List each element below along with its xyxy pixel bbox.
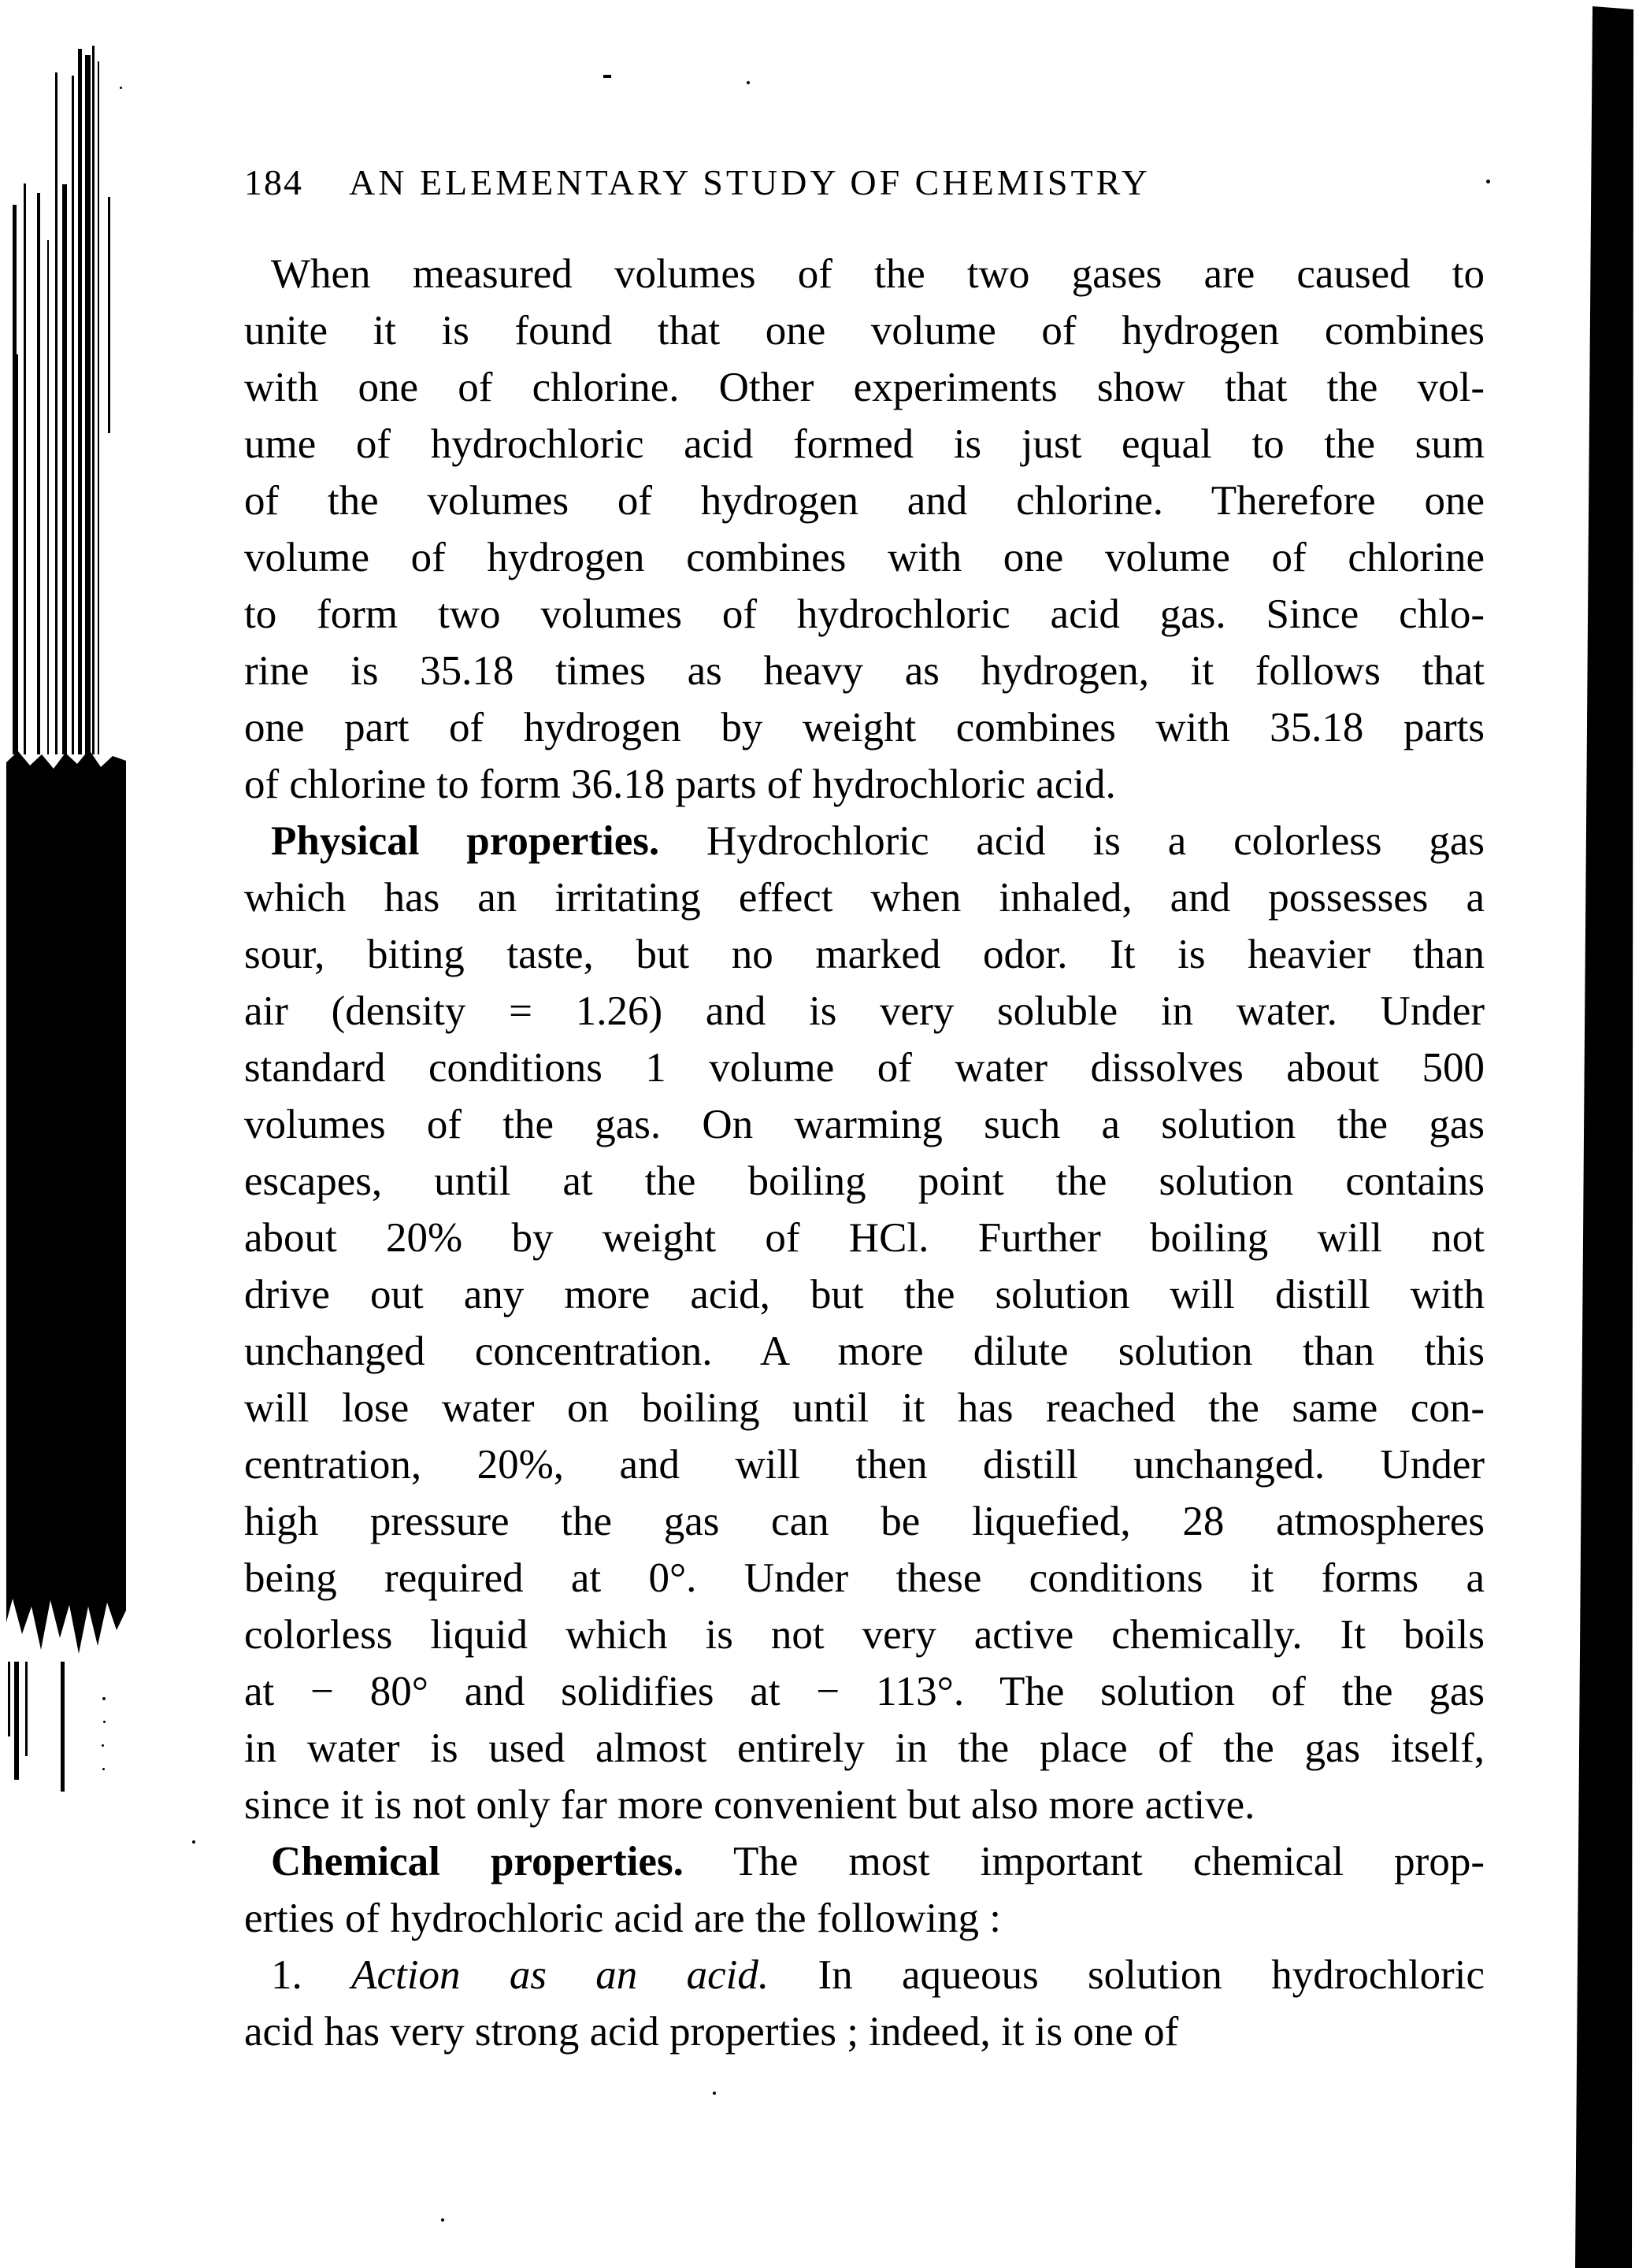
- text-segment: with one of chlorine. Other experiments show that the vol-: [244, 365, 1485, 410]
- text-segment: at − 80° and solidifies at − 113°. The solution of the gas: [244, 1669, 1485, 1714]
- text-line: [244, 302, 1485, 359]
- text-line: [244, 1493, 1485, 1550]
- text-line: [244, 1380, 1485, 1436]
- text-line: [244, 1720, 1485, 1777]
- text-segment: The most important chemical prop-: [683, 1839, 1485, 1884]
- text-line: [244, 1153, 1485, 1210]
- bold-lead-in: Physical properties.: [271, 818, 660, 864]
- text-line: [244, 1947, 1485, 2003]
- text-line: [244, 586, 1485, 643]
- scan-streak: [17, 354, 18, 754]
- scan-streak: [92, 46, 95, 754]
- text-line: [244, 813, 1485, 869]
- text-line: [244, 869, 1485, 926]
- paragraph-action-as-acid: [244, 1947, 1485, 2060]
- paragraph-chemical-properties: [244, 1833, 1485, 1947]
- scan-speck: [713, 2092, 716, 2095]
- scan-speck: [102, 1697, 106, 1700]
- text-line: [244, 2003, 1485, 2060]
- scan-speck: [192, 1840, 195, 1844]
- scan-streak: [47, 240, 49, 754]
- text-segment: of the volumes of hydrogen and chlorine. Therefore one: [244, 478, 1485, 524]
- scan-speck: [603, 75, 611, 78]
- text-line: [244, 529, 1485, 586]
- text-segment: of chlorine to form 36.18 parts of hydrochloric acid.: [244, 762, 1116, 807]
- text-line: [244, 1210, 1485, 1266]
- scan-streak: [25, 1662, 28, 1756]
- text-line: [244, 1550, 1485, 1606]
- scan-streak: [61, 1662, 65, 1792]
- italic-phrase: Action as an acid.: [351, 1952, 769, 1998]
- scan-speck: [103, 1721, 106, 1723]
- text-line: [244, 699, 1485, 756]
- text-segment: being required at 0°. Under these conditions it forms a: [244, 1555, 1485, 1601]
- text-line: [244, 643, 1485, 699]
- text-segment: since it is not only far more convenient but also more active.: [244, 1782, 1255, 1828]
- scan-speck: [102, 1744, 104, 1747]
- text-line: [244, 1890, 1485, 1947]
- text-segment: acid has very strong acid properties ; indeed, it is one of: [244, 2009, 1179, 2055]
- text-line: [244, 1606, 1485, 1663]
- text-segment: in water is used almost entirely in the place of the gas itself,: [244, 1725, 1485, 1771]
- scan-gutter-bar: [1572, 6, 1637, 2268]
- scan-ink-blob: [6, 748, 126, 1666]
- text-line: [244, 1436, 1485, 1493]
- scan-speck: [441, 2218, 444, 2222]
- text-line: [244, 926, 1485, 983]
- scan-streak: [78, 49, 82, 754]
- page-header: [244, 162, 1485, 203]
- scan-streak: [8, 1662, 10, 1736]
- text-segment: Hydrochloric acid is a colorless gas: [659, 818, 1485, 864]
- scan-speck: [1486, 180, 1490, 183]
- text-segment: to form two volumes of hydrochloric acid gas. Since chlo-: [244, 591, 1485, 637]
- paragraph-combining-volumes: [244, 246, 1485, 813]
- text-segment: When measured volumes of the two gases are caused to: [271, 251, 1485, 297]
- scan-streak: [37, 193, 40, 754]
- scan-streak: [72, 76, 74, 754]
- scan-streak: [14, 1662, 19, 1780]
- text-segment: standard conditions 1 volume of water dissolves about 500: [244, 1045, 1485, 1091]
- scan-streak: [24, 183, 26, 754]
- text-line: [244, 416, 1485, 472]
- text-segment: volume of hydrogen combines with one volume of chlorine: [244, 535, 1485, 580]
- text-line: [244, 472, 1485, 529]
- text-segment: rine is 35.18 times as heavy as hydrogen, it follows that: [244, 648, 1485, 694]
- scan-streak: [62, 184, 67, 754]
- text-segment: about 20% by weight of HCl. Further boiling will not: [244, 1215, 1485, 1261]
- text-line: [244, 359, 1485, 416]
- text-line: [244, 1323, 1485, 1380]
- text-segment: volumes of the gas. On warming such a solution the gas: [244, 1102, 1485, 1147]
- text-segment: colorless liquid which is not very active chemically. It boils: [244, 1612, 1485, 1658]
- text-segment: 1.: [271, 1952, 352, 1998]
- scan-speck: [120, 87, 122, 89]
- text-line: [244, 756, 1485, 813]
- text-segment: which has an irritating effect when inhaled, and possesses a: [244, 875, 1485, 921]
- text-segment: In aqueous solution hydrochloric: [769, 1952, 1485, 1998]
- text-segment: one part of hydrogen by weight combines with 35.18 parts: [244, 705, 1485, 750]
- text-line: [244, 1096, 1485, 1153]
- page-text: [244, 246, 1485, 2060]
- text-segment: high pressure the gas can be liquefied, 28 atmospheres: [244, 1499, 1485, 1544]
- text-line: [244, 1266, 1485, 1323]
- scan-streak: [55, 72, 57, 754]
- text-segment: escapes, until at the boiling point the solution contains: [244, 1158, 1485, 1204]
- scan-speck: [747, 81, 750, 84]
- text-segment: unchanged concentration. A more dilute solution than this: [244, 1329, 1485, 1374]
- text-segment: will lose water on boiling until it has reached the same con-: [244, 1385, 1485, 1431]
- text-line: [244, 1663, 1485, 1720]
- text-segment: unite it is found that one volume of hydrogen combines: [244, 308, 1485, 354]
- scan-streak: [85, 55, 91, 754]
- text-line: [244, 1833, 1485, 1890]
- text-segment: air (density = 1.26) and is very soluble in water. Under: [244, 988, 1485, 1034]
- text-segment: sour, biting taste, but no marked odor. It is heavier than: [244, 932, 1485, 977]
- scan-streak: [108, 197, 110, 433]
- running-title: AN ELEMENTARY STUDY OF CHEMISTRY: [349, 162, 1151, 202]
- text-line: [244, 983, 1485, 1040]
- text-line: [244, 246, 1485, 302]
- scan-speck: [102, 1768, 105, 1770]
- page-number: 184: [244, 162, 303, 202]
- text-segment: erties of hydrochloric acid are the following :: [244, 1896, 1002, 1941]
- text-line: [244, 1040, 1485, 1096]
- scan-streak: [98, 61, 99, 754]
- paragraph-physical-properties: [244, 813, 1485, 1833]
- bold-lead-in: Chemical properties.: [271, 1839, 684, 1884]
- text-segment: centration, 20%, and will then distill unchanged. Under: [244, 1442, 1485, 1488]
- text-segment: ume of hydrochloric acid formed is just equal to the sum: [244, 421, 1485, 467]
- text-segment: drive out any more acid, but the solution will distill with: [244, 1272, 1485, 1317]
- text-line: [244, 1777, 1485, 1833]
